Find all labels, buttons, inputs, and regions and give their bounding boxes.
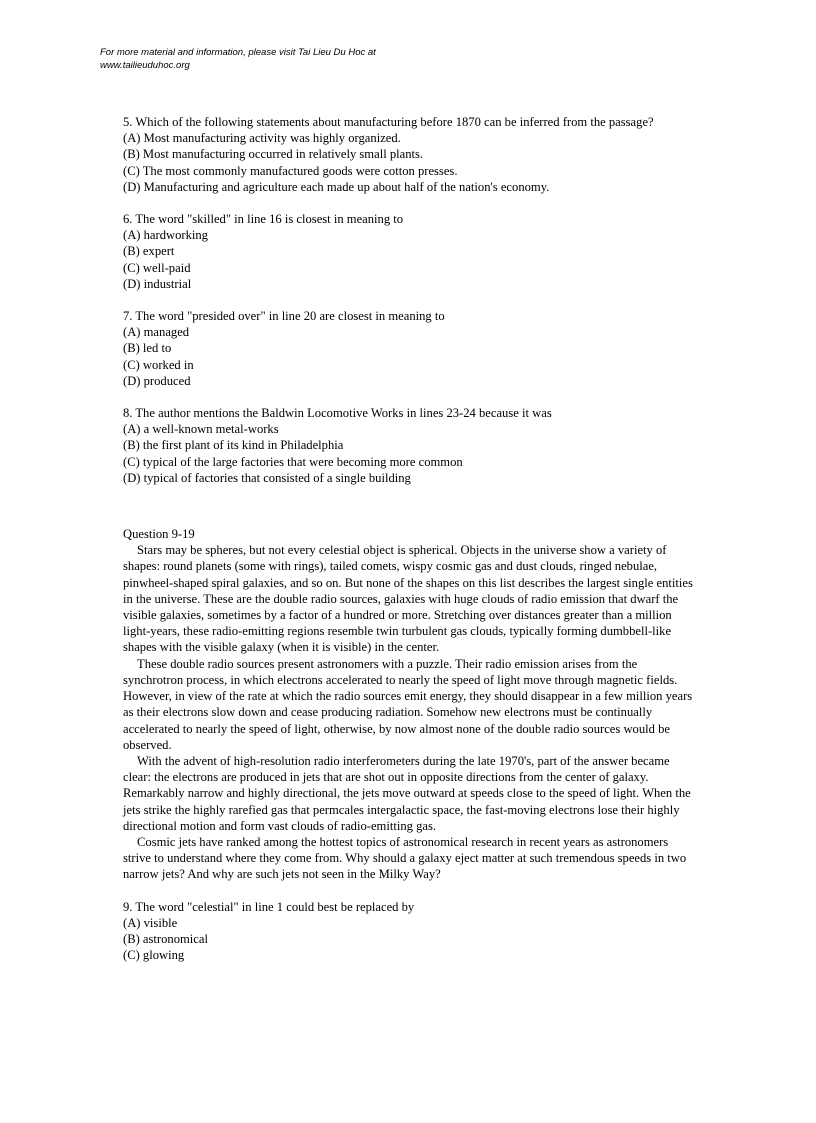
question-stem: 7. The word "presided over" in line 20 are closest in meaning to: [123, 309, 445, 324]
option-b: (B) Most manufacturing occurred in relatively small plants.: [123, 147, 424, 162]
option-a: (A) managed: [123, 325, 190, 340]
question-5: [123, 114, 698, 195]
passage-paragraph-3: With the advent of high-resolution radio interferometers during the late 1970's, part of the answer became clear: the electrons are produced in jets that are shot out in opposite directions from the center of galaxy. Remarkably narrow and highly directional, the jets move outward at speeds close to the speed of light. When the jets strike the highly rarefied gas that permcales intergalactic space, the fast-moving electrons lose their highly directional motion and form vast clouds of radio-emitting gas.: [123, 753, 691, 833]
question-7: [123, 308, 698, 389]
question-6: [123, 211, 698, 292]
header-line-1: For more material and information, please visit Tai Lieu Du Hoc at: [100, 47, 376, 58]
option-b: (B) led to: [123, 341, 172, 356]
page-header: [100, 47, 376, 72]
option-b: (B) expert: [123, 244, 175, 259]
option-b: (B) astronomical: [123, 931, 208, 946]
option-c: (C) glowing: [123, 948, 185, 963]
question-9: [123, 899, 698, 964]
option-d: (D) produced: [123, 373, 191, 388]
question-stem: 6. The word "skilled" in line 16 is closest in meaning to: [123, 212, 404, 227]
option-a: (A) a well-known metal-works: [123, 422, 279, 437]
passage-paragraph-1: Stars may be spheres, but not every celestial object is spherical. Objects in the universe show a variety of shapes: round planets (some with rings), tailed comets, wispy cosmic gas and dust clouds, ringed nebulae, pinwheel-shaped spiral galaxies, and so on. But none of the shapes on this list describes the largest single entities in the universe. These are the double radio sources, galaxies with huge clouds of radio emission that dwarf the visible galaxies, sometimes by a factor of a hundred or more. Stretching over distances greater than a million light-years, these radio-emitting regions resemble twin turbulent gas clouds, typically forming dumbbell-like shapes with the visible galaxy (when it is visible) in the center.: [123, 543, 693, 655]
option-d: (D) Manufacturing and agriculture each made up about half of the nation's economy.: [123, 179, 550, 194]
question-stem: 5. Which of the following statements about manufacturing before 1870 can be inferred from the passage?: [123, 115, 654, 129]
question-8: [123, 405, 698, 486]
option-c: (C) typical of the large factories that were becoming more common: [123, 454, 463, 469]
passage-title: Question 9-19: [123, 527, 195, 542]
document-body: [123, 114, 698, 963]
option-a: (A) Most manufacturing activity was highly organized.: [123, 131, 401, 146]
option-d: (D) industrial: [123, 276, 192, 291]
option-b: (B) the first plant of its kind in Philadelphia: [123, 438, 344, 453]
option-c: (C) well-paid: [123, 260, 191, 275]
option-a: (A) hardworking: [123, 228, 208, 243]
option-d: (D) typical of factories that consisted of a single building: [123, 470, 411, 485]
header-url: www.tailieuduhoc.org: [100, 59, 190, 71]
question-stem: 8. The author mentions the Baldwin Locomotive Works in lines 23-24 because it was: [123, 406, 552, 421]
question-stem: 9. The word "celestial" in line 1 could best be replaced by: [123, 899, 415, 914]
option-c: (C) The most commonly manufactured goods were cotton presses.: [123, 163, 458, 178]
option-c: (C) worked in: [123, 357, 194, 372]
passage-paragraph-2: These double radio sources present astronomers with a puzzle. Their radio emission arises from the synchrotron process, in which electrons accelerated to nearly the speed of light move through magnetic fields. However, in view of the rate at which the radio sources emit energy, they should disappear in a few million years as their electrons slow down and cease producing radiation. Somehow new electrons must be continually accelerated to nearly the speed of light, otherwise, by now almost none of the double radio sources would be observed.: [123, 656, 693, 752]
passage-paragraph-4: Cosmic jets have ranked among the hottest topics of astronomical research in recent years as astronomers strive to understand where they come from. Why should a galaxy eject matter at such tremendous speeds in two narrow jets? And why are such jets not seen in the Milky Way?: [123, 834, 687, 882]
option-a: (A) visible: [123, 915, 178, 930]
